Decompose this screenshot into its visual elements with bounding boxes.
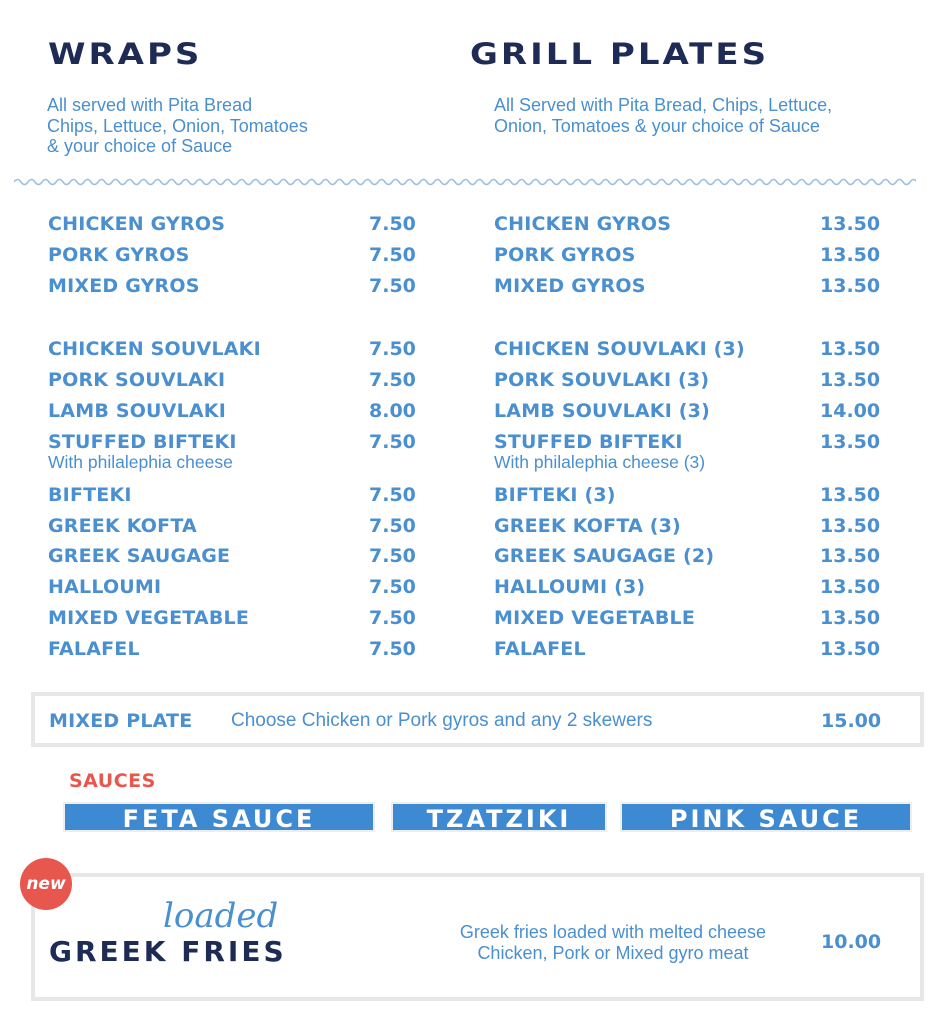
- wraps-desc-line: & your choice of Sauce: [47, 136, 233, 156]
- menu-item-name: MIXED GYROS: [48, 275, 200, 297]
- menu-item-name: CHICKEN GYROS: [48, 213, 226, 235]
- menu-item-price: 7.50: [369, 275, 416, 297]
- menu-item-price: 13.50: [820, 213, 881, 235]
- menu-item-name: PORK SOUVLAKI (3): [494, 369, 710, 391]
- grill-desc-line: All Served with Pita Bread, Chips, Lettuce,: [494, 95, 833, 115]
- menu-item-price: 7.50: [369, 607, 416, 629]
- sauce-feta: FETA SAUCE: [63, 802, 375, 832]
- menu-item-subtitle: With philalephia cheese: [48, 452, 233, 472]
- loaded-fries-box: [31, 873, 924, 1001]
- mixed-plate-description: Choose Chicken or Pork gyros and any 2 skewers: [231, 710, 653, 731]
- loaded-script: loaded: [163, 896, 279, 936]
- sauce-tzatziki: TZATZIKI: [391, 802, 607, 832]
- menu-item-name: HALLOUMI (3): [494, 576, 646, 598]
- menu-item-price: 7.50: [369, 213, 416, 235]
- wraps-desc-line: All served with Pita Bread: [47, 95, 253, 115]
- menu-item-name: MIXED VEGETABLE: [48, 607, 250, 629]
- greek-fries-title: GREEK FRIES: [49, 935, 287, 968]
- mixed-plate-box: [31, 692, 924, 747]
- grill-desc-line: Onion, Tomatoes & your choice of Sauce: [494, 115, 820, 136]
- wraps-title: WRAPS: [48, 37, 203, 72]
- menu-item-name: PORK GYROS: [494, 244, 636, 266]
- menu-item-name: BIFTEKI (3): [494, 484, 616, 506]
- menu-item-name: HALLOUMI: [48, 576, 162, 598]
- fries-description: [433, 922, 793, 964]
- menu-item-name: BIFTEKI: [48, 484, 132, 506]
- menu-item-name: GREEK KOFTA: [48, 515, 197, 537]
- grill-description: [494, 95, 832, 136]
- menu-item-name: MIXED GYROS: [494, 275, 646, 297]
- menu-item-name: FALAFEL: [494, 638, 586, 660]
- sauce-pink: PINK SAUCE: [620, 802, 912, 832]
- menu-item-price: 13.50: [820, 576, 881, 598]
- menu-item-price: 13.50: [820, 484, 881, 506]
- menu-item-price: 14.00: [820, 400, 881, 422]
- menu-item-name: GREEK KOFTA (3): [494, 515, 681, 537]
- fries-desc-line: Chicken, Pork or Mixed gyro meat: [477, 943, 749, 963]
- menu-item-name: CHICKEN SOUVLAKI: [48, 338, 261, 360]
- menu-item-name: PORK GYROS: [48, 244, 190, 266]
- wraps-desc-line: Chips, Lettuce, Onion, Tomatoes: [47, 115, 308, 136]
- menu-item-name: FALAFEL: [48, 638, 140, 660]
- menu-item-price: 7.50: [369, 484, 416, 506]
- menu-item-subtitle: With philalephia cheese (3): [494, 452, 706, 472]
- menu-item-price: 13.50: [820, 244, 881, 266]
- menu-item-price: 7.50: [369, 638, 416, 660]
- menu-item-price: 13.50: [820, 638, 881, 660]
- menu-item-name: GREEK SAUGAGE (2): [494, 545, 715, 567]
- menu-item-name: CHICKEN SOUVLAKI (3): [494, 338, 745, 360]
- menu-item-price: 13.50: [820, 545, 881, 567]
- wraps-description: [47, 95, 308, 157]
- menu-item-price: 7.50: [369, 338, 416, 360]
- grill-plates-title: GRILL PLATES: [470, 37, 770, 72]
- menu-item-price: 13.50: [820, 431, 881, 453]
- fries-price: 10.00: [821, 931, 882, 953]
- menu-item-price: 7.50: [369, 545, 416, 567]
- menu-item-name: GREEK SAUGAGE: [48, 545, 231, 567]
- wavy-divider: [14, 175, 916, 189]
- menu-item-price: 7.50: [369, 244, 416, 266]
- new-badge: new: [20, 858, 72, 910]
- menu-item-price: 13.50: [820, 607, 881, 629]
- fries-desc-line: Greek fries loaded with melted cheese: [459, 922, 767, 942]
- sauces-label: SAUCES: [69, 770, 156, 792]
- mixed-plate-price: 15.00: [821, 710, 882, 732]
- mixed-plate-name: MIXED PLATE: [49, 710, 193, 732]
- menu-item-name: LAMB SOUVLAKI: [48, 400, 226, 422]
- menu-item-price: 13.50: [820, 338, 881, 360]
- menu-item-price: 7.50: [369, 431, 416, 453]
- menu-item-price: 13.50: [820, 515, 881, 537]
- menu-item-price: 13.50: [820, 275, 881, 297]
- menu-item-price: 13.50: [820, 369, 881, 391]
- menu-item-name: LAMB SOUVLAKI (3): [494, 400, 710, 422]
- menu-item-name: MIXED VEGETABLE: [494, 607, 696, 629]
- menu-item-name: PORK SOUVLAKI: [48, 369, 226, 391]
- menu-item-name: CHICKEN GYROS: [494, 213, 672, 235]
- menu-item-price: 7.50: [369, 515, 416, 537]
- menu-item-price: 8.00: [369, 400, 416, 422]
- menu-item-name: STUFFED BIFTEKI: [494, 431, 683, 453]
- menu-item-name: STUFFED BIFTEKI: [48, 431, 237, 453]
- menu-item-price: 7.50: [369, 369, 416, 391]
- menu-item-price: 7.50: [369, 576, 416, 598]
